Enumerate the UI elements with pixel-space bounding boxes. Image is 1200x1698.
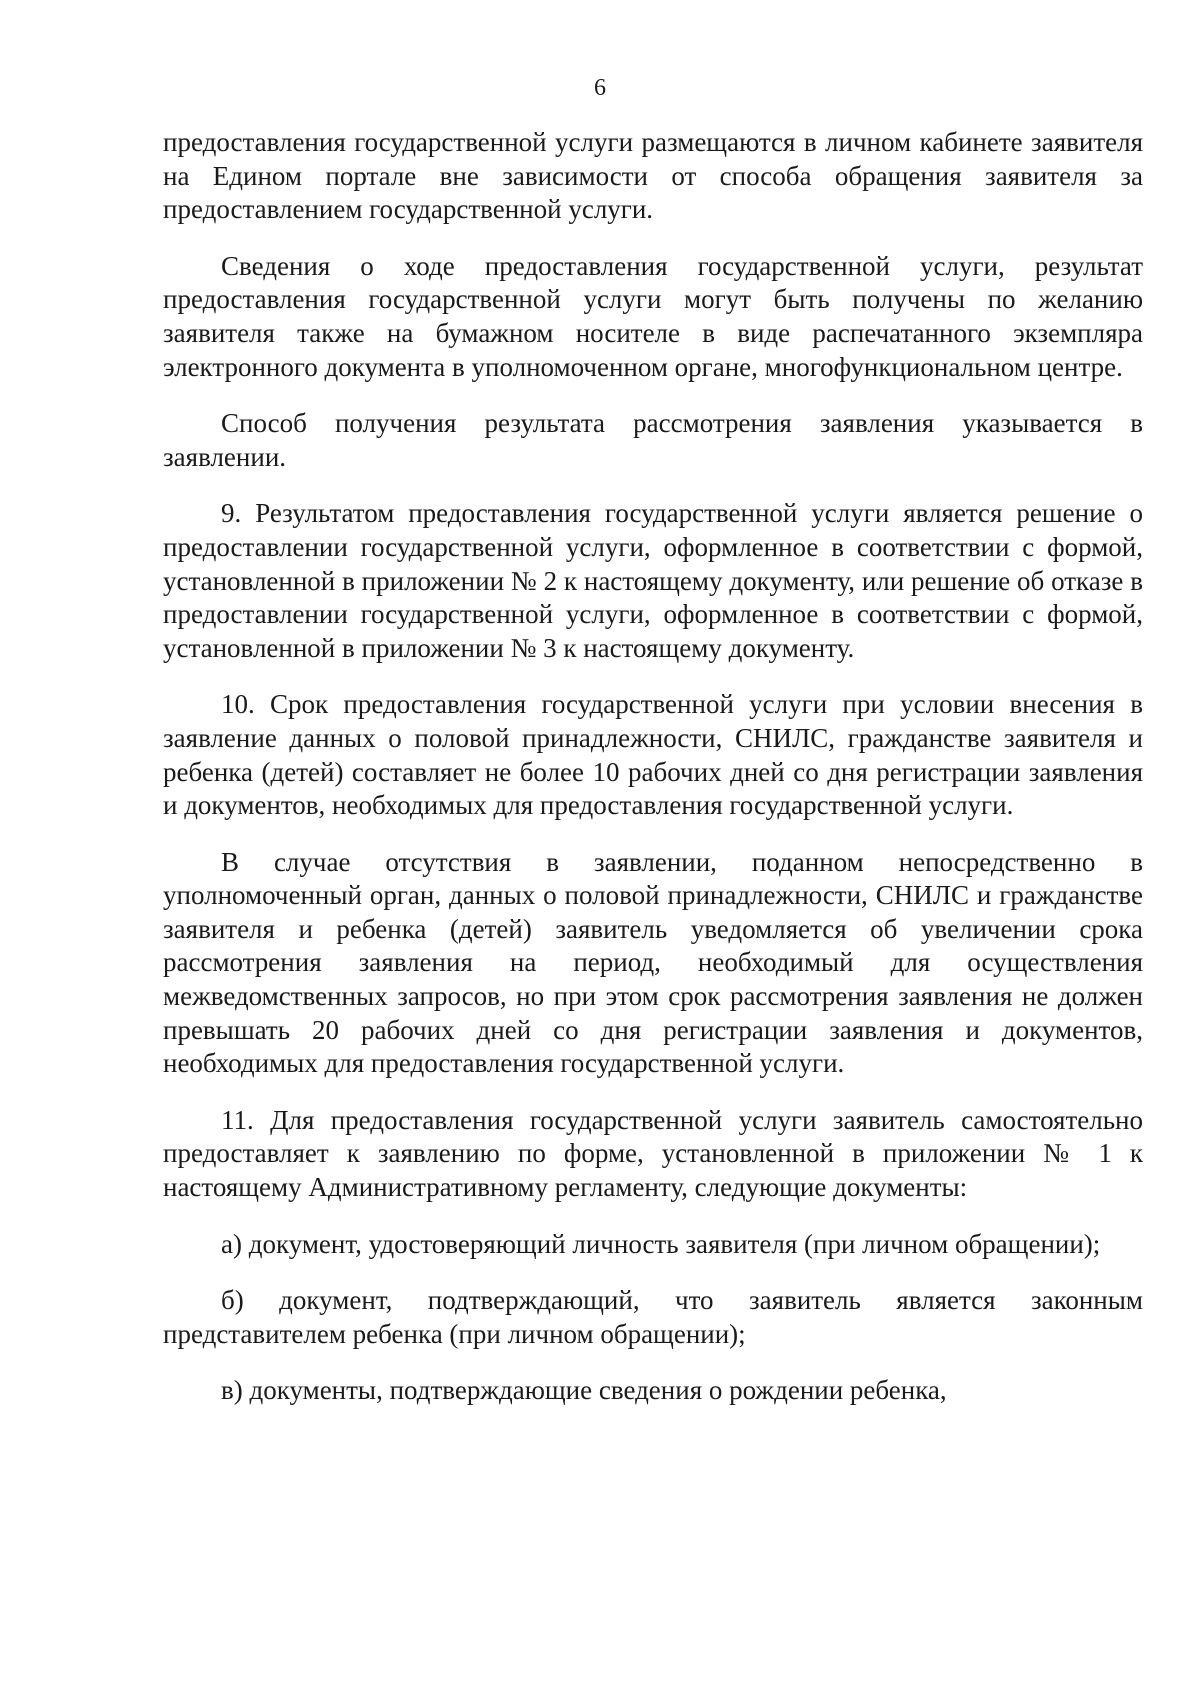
document-body (163, 126, 1143, 1431)
paragraph-progress-info: Сведения о ходе предоставления государственной услуги, результат предоставления государственной услуги могут быть получены по желанию заявителя также на бумажном носителе в виде распечатанного экземпляра электронного документа в уполномоченном органе, многофункциональном центре. (163, 250, 1143, 382)
paragraph-missing-data: В случае отсутствия в заявлении, поданном непосредственно в уполномоченный орган, данных о половой принадлежности, СНИЛС и гражданстве заявителя и ребенка (детей) заявитель уведомляется об увеличении срока рассмотрения заявления на период, необходимый для осуществления межведомственных запросов, но при этом срок рассмотрения заявления не должен превышать 20 рабочих дней со дня регистрации заявления и документов, необходимых для предоставления государственной услуги. (163, 846, 1143, 1079)
paragraph-subitem-b: б) документ, подтверждающий, что заявитель является законным представителем ребенка (при личном обращении); (163, 1285, 1143, 1349)
paragraph-subitem-v: в) документы, подтверждающие сведения о рождении ребенка, (221, 1375, 947, 1406)
page-number: 6 (594, 75, 606, 101)
paragraph-item-9: 9. Результатом предоставления государственной услуги является решение о предоставлении государственной услуги, оформленное в соответствии с формой, установленной в приложении № 2 к настоящему документу, или решение об отказе в предоставлении государственной услуги, оформленное в соответствии с формой, установленной в приложении № 3 к настоящему документу. (163, 498, 1143, 663)
paragraph-subitem-a: а) документ, удостоверяющий личность заявителя (при личном обращении); (221, 1228, 1101, 1259)
paragraph-item-10: 10. Срок предоставления государственной услуги при условии внесения в заявление данных о половой принадлежности, СНИЛС, гражданстве заявителя и ребенка (детей) составляет не более 10 рабочих дней со дня регистрации заявления и документов, необходимых для предоставления государственной услуги. (163, 689, 1143, 821)
paragraph-item-11: 11. Для предоставления государственной услуги заявитель самостоятельно предоставляет к заявлению по форме, установленной в приложении № 1 к настоящему Административному регламенту, следующие документы: (163, 1104, 1143, 1203)
paragraph-continuation: предоставления государственной услуги размещаются в личном кабинете заявителя на Едином портале вне зависимости от способа обращения заявителя за предоставлением государственной услуги. (163, 127, 1143, 225)
paragraph-result-method: Способ получения результата рассмотрения заявления указывается в заявлении. (163, 408, 1143, 472)
